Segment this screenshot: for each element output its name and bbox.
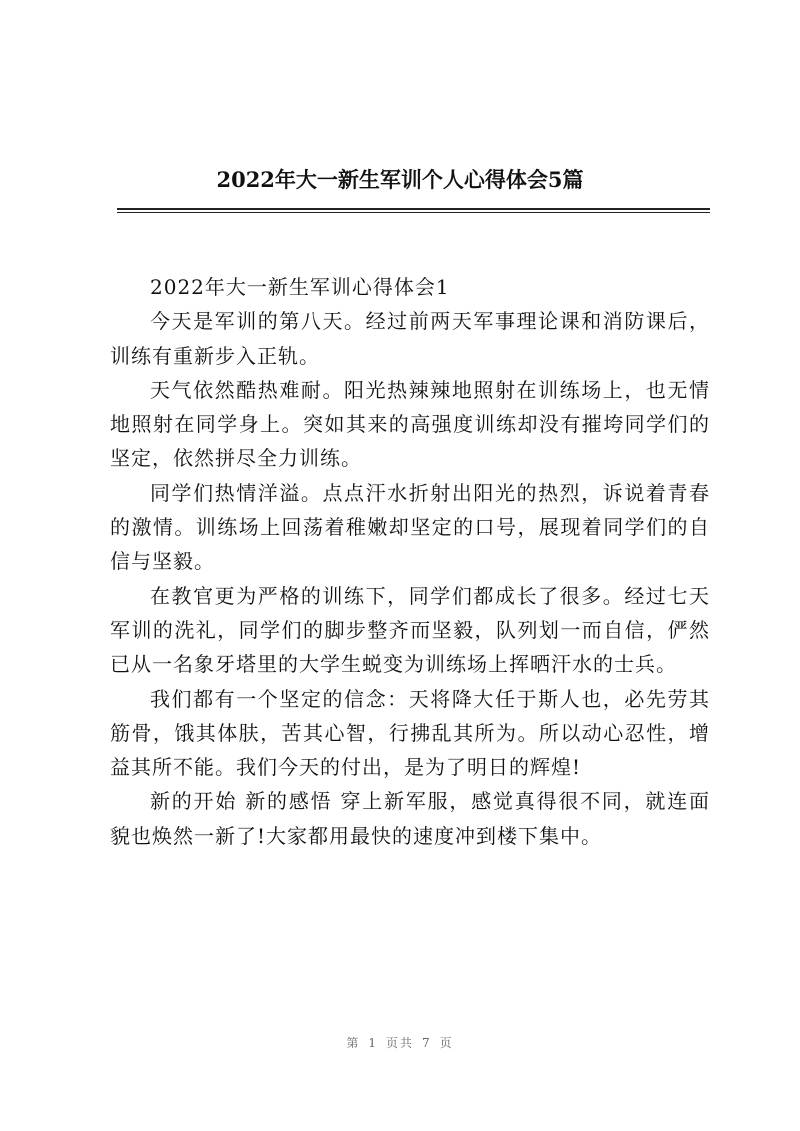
document-title: 2022年大一新生军训个人心得体会5篇 bbox=[216, 167, 584, 192]
page-footer bbox=[0, 1034, 800, 1051]
page-current: 1 bbox=[368, 1036, 378, 1050]
page-label-mid: 页共 bbox=[385, 1036, 414, 1050]
paragraph-6: 新的开始 新的感悟 穿上新军服，感觉真得很不同，就连面貌也焕然一新了!大家都用最快的速度冲到楼下集中。 bbox=[110, 789, 710, 848]
paragraph-5: 我们都有一个坚定的信念：天将降大任于斯人也，必先劳其筋骨，饿其体肤，苦其心智，行拂乱其所为。所以动心忍性，增益其所不能。我们今天的付出，是为了明日的辉煌! bbox=[110, 686, 710, 780]
page-total: 7 bbox=[422, 1036, 432, 1050]
title-divider bbox=[117, 208, 710, 213]
section-subtitle: 2022年大一新生军训心得体会1 bbox=[150, 275, 450, 299]
paragraph-3: 同学们热情洋溢。点点汗水折射出阳光的热烈，诉说着青春的激情。训练场上回荡着稚嫩却坚定的口号，展现着同学们的自信与坚毅。 bbox=[110, 480, 710, 574]
document-body bbox=[110, 270, 710, 853]
page-label-prefix: 第 bbox=[346, 1036, 361, 1050]
paragraph-1: 今天是军训的第八天。经过前两天军事理论课和消防课后，训练有重新步入正轨。 bbox=[110, 309, 710, 368]
paragraph-2: 天气依然酷热难耐。阳光热辣辣地照射在训练场上，也无情地照射在同学身上。突如其来的高强度训练却没有摧垮同学们的坚定，依然拼尽全力训练。 bbox=[110, 377, 710, 471]
paragraph-4: 在教官更为严格的训练下，同学们都成长了很多。经过七天军训的洗礼，同学们的脚步整齐而坚毅，队列划一而自信，俨然已从一名象牙塔里的大学生蜕变为训练场上挥晒汗水的士兵。 bbox=[110, 583, 710, 677]
page-label-suffix: 页 bbox=[439, 1036, 454, 1050]
